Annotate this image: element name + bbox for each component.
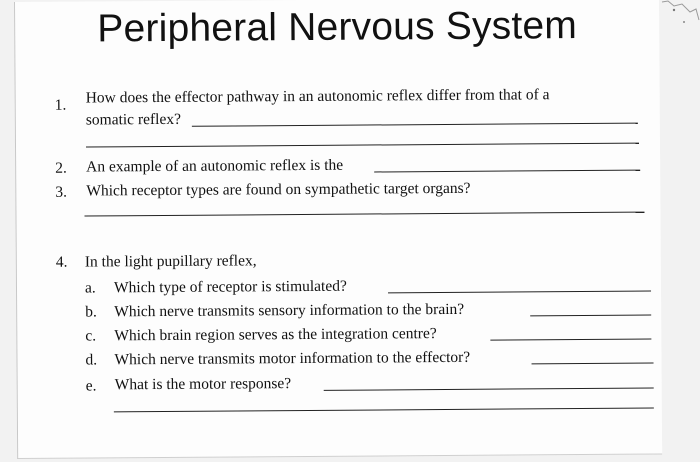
answer-line-1a[interactable]: [192, 123, 638, 127]
question-2-number: 2.: [55, 159, 67, 177]
question-4a-text: Which type of receptor is stimulated?: [113, 277, 347, 297]
question-1-continuation: somatic reflex?: [85, 110, 181, 129]
question-4-number: 4.: [55, 253, 68, 271]
question-1-number: 1.: [54, 96, 67, 114]
question-1-text: How does the effector pathway in an autonomic reflex differ from that of a: [85, 86, 550, 107]
question-3-number: 3.: [55, 183, 68, 201]
question-4c-text: Which brain region serves as the integration centre?: [114, 325, 437, 345]
answer-line-4b[interactable]: [530, 315, 651, 317]
worksheet-title: Peripheral Nervous System: [97, 4, 578, 51]
question-4b-letter: b.: [85, 303, 97, 321]
question-4d-letter: d.: [85, 351, 98, 369]
answer-line-2[interactable]: [374, 170, 640, 173]
question-4a-letter: a.: [84, 279, 96, 297]
question-4b-text: Which nerve transmits sensory information to the brain?: [114, 300, 465, 321]
answer-line-4c[interactable]: [490, 339, 651, 341]
answer-line-4d[interactable]: [532, 363, 654, 365]
question-2-text: An example of an autonomic reflex is the: [86, 156, 344, 176]
question-4d-text: Which nerve transmits motor information to the effector?: [114, 348, 471, 369]
answer-line-3[interactable]: [84, 212, 644, 217]
answer-line-4e[interactable]: [324, 388, 654, 391]
answer-line-4e-extra[interactable]: [114, 408, 654, 413]
question-3-text: Which receptor types are found on sympathetic target organs?: [86, 179, 471, 200]
worksheet-page: [14, 0, 662, 459]
question-4e-text: What is the motor response?: [114, 375, 292, 394]
question-4e-letter: e.: [85, 377, 97, 395]
answer-line-4a[interactable]: [388, 291, 651, 294]
question-4-text: In the light pupillary reflex,: [84, 252, 257, 271]
answer-line-1b[interactable]: [86, 143, 639, 148]
paper-edge-decoration: [660, 0, 700, 40]
question-4c-letter: c.: [85, 327, 97, 345]
